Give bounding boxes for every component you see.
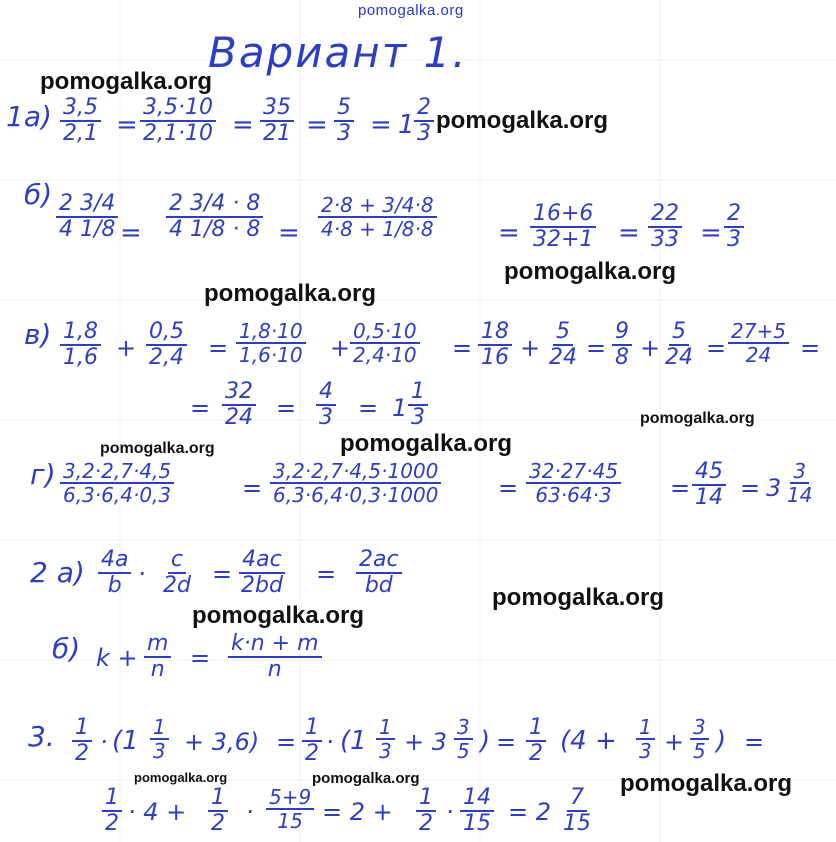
fraction: $\frac{9}{8}$ [612,320,632,370]
fraction: $\frac{1}{3}$ [636,716,655,762]
equals-sign: = [276,394,297,422]
equals-sign: = [700,218,722,248]
task-label: б) [24,178,53,211]
fraction: $\frac{3}{5}$ [690,716,709,762]
fraction: $\frac{5}{24}$ [665,319,693,371]
fraction: $\frac{3}{5}$ [454,716,473,762]
fraction: $\frac{16+6}{32+1}$ [530,202,596,252]
watermark: pomogalka.org [340,430,513,457]
expression-part: (4 + [560,726,617,756]
equals-sign: = [190,394,211,422]
expression-part: · 4 + [128,798,187,826]
fraction: $\frac{1,8}{1,6}$ [60,320,101,370]
watermark: pomogalka.org [204,280,377,307]
fraction: $\frac{3,5}{2,1}$ [60,96,101,146]
whole-part: 3 [766,474,782,502]
fraction: $\frac{2 3/4}{4 1/8}$ [56,192,118,242]
fraction: $\frac{22}{33}$ [648,202,682,252]
task-label: б) [52,632,81,665]
fraction: $\frac{1,8\cdot 10}{1,6\cdot 10}$ [236,320,306,366]
equals-sign: = [498,474,519,502]
equals-sign: = [120,218,142,248]
equals-sign: = [744,728,765,756]
fraction: $\frac{0,5}{2,4}$ [146,320,187,370]
equals-sign: = [358,394,379,422]
whole-part: 1 [398,110,415,140]
fraction: $\frac{1}{2}$ [208,786,228,836]
equals-sign: = [116,110,138,140]
fraction: $\frac{27+5}{24}$ [728,320,789,366]
fraction: $\frac{4ac}{2bd}$ [241,547,283,599]
equals-sign: = [276,728,297,756]
expression-part: (1 [112,726,139,756]
fraction: $\frac{0,5\cdot 10}{2,4\cdot 10}$ [350,320,420,366]
fraction: $\frac{3,2\cdot 2,7\cdot 4,5}{6,3\cdot 6,4\cdot 0,3}$ [60,460,174,506]
equals-sign: = [278,218,300,248]
equals-sign: = [232,110,254,140]
task-label: 2 а) [30,556,85,589]
equals-sign: = [586,334,607,362]
equals-sign: = [496,728,517,756]
fraction: $\frac{k\cdot n + m}{n}$ [228,632,322,682]
fraction: $\frac{14}{15}$ [460,786,494,836]
equals-sign: = [316,560,337,588]
watermark: pomogalka.org [436,107,609,134]
task-label: в) [24,318,52,351]
multiply-dot: · [246,798,254,826]
equals-sign: = [370,110,392,140]
plus-sign: + [640,334,661,362]
task-label: 3. [28,720,55,753]
fraction: $\frac{3,5\cdot 10}{2,1\cdot 10}$ [140,96,216,146]
watermark: pomogalka.org [312,770,420,787]
watermark: pomogalka.org [504,258,677,285]
task-label: г) [30,458,56,491]
fraction: $\frac{32\cdot 27\cdot 45}{63\cdot 64\cdot 3}$ [526,460,621,506]
plus-sign: + [520,334,541,362]
fraction: $\frac{18}{16}$ [478,320,512,370]
fraction: $\frac{2}{3}$ [414,96,434,146]
plus-sign: + [116,334,137,362]
multiply-dot: · [138,560,146,588]
equals-sign: = [618,218,640,248]
multiply-dot: · [100,728,108,756]
expression-part: + 3 [404,728,448,756]
fraction: $\frac{2ac}{bd}$ [356,548,402,598]
equals-sign: = [242,474,263,502]
expression-lead: k + [96,644,138,672]
watermark-top[interactable]: pomogalka.org [358,2,464,19]
equals-sign: = [670,474,691,502]
multiply-dot: · [326,728,334,756]
fraction: $\frac{3,2\cdot 2,7\cdot 4,5\cdot 1000}{6,3\cdot 6,4\cdot 0,3\cdot 1000}$ [270,460,441,506]
fraction: $\frac{4}{3}$ [316,380,336,430]
watermark: pomogalka.org [134,770,228,785]
close-paren: ) [480,726,491,756]
fraction: $\frac{7}{15}$ [563,785,591,837]
fraction: $\frac{m}{n}$ [144,632,171,682]
fraction: $\frac{2\cdot 8 + 3/4\cdot 8}{4\cdot 8 + 1/8\cdot 8}$ [318,194,437,240]
whole-part: 1 [392,394,408,422]
fraction: $\frac{5}{24}$ [549,319,577,371]
task-label: 1а) [6,100,52,133]
fraction: $\frac{2 3/4 \cdot 8}{4 1/8 \cdot 8}$ [166,192,263,242]
fraction: $\frac{35}{21}$ [260,96,294,146]
equals-sign: = [208,334,229,362]
fraction: $\frac{1}{2}$ [526,716,546,766]
equals-sign: = [800,334,821,362]
fraction: $\frac{1}{3}$ [376,716,395,762]
fraction: $\frac{5}{3}$ [334,96,354,146]
watermark: pomogalka.org [40,68,213,95]
equals-sign: = [740,474,761,502]
fraction: $\frac{4a}{b}$ [98,548,131,598]
fraction: $\frac{45}{14}$ [692,460,726,510]
equals-sign: = [452,334,473,362]
expression-part: = 2 [508,798,552,826]
watermark: pomogalka.org [492,584,665,611]
multiply-dot: · [446,798,454,826]
expression-part: = 2 + [322,798,393,826]
equals-sign: = [306,110,328,140]
watermark: pomogalka.org [192,602,365,629]
page-title: Вариант 1. [208,28,468,77]
fraction: $\frac{3}{14}$ [787,459,813,507]
watermark: pomogalka.org [620,770,793,797]
fraction: $\frac{5+9}{15}$ [266,786,314,832]
fraction: $\frac{1}{2}$ [416,786,436,836]
equals-sign: = [212,560,233,588]
watermark: pomogalka.org [100,440,215,457]
plus-sign: + [664,728,685,756]
fraction: $\frac{c}{2d}$ [163,547,191,599]
fraction: $\frac{32}{24}$ [222,380,256,430]
fraction: $\frac{2}{3}$ [724,202,744,252]
fraction: $\frac{1}{2}$ [102,786,122,836]
equals-sign: = [190,644,211,672]
close-paren: ) [716,726,727,756]
watermark: pomogalka.org [640,410,755,427]
equals-sign: = [706,334,727,362]
fraction: $\frac{1}{3}$ [408,380,428,430]
plus-sign: + [330,334,351,362]
equals-sign: = [498,218,520,248]
fraction: $\frac{1}{2}$ [302,716,322,766]
fraction: $\frac{1}{2}$ [72,716,92,766]
fraction: $\frac{1}{3}$ [150,716,169,762]
expression-part: (1 [340,726,367,756]
expression-part: + 3,6) [184,728,260,756]
